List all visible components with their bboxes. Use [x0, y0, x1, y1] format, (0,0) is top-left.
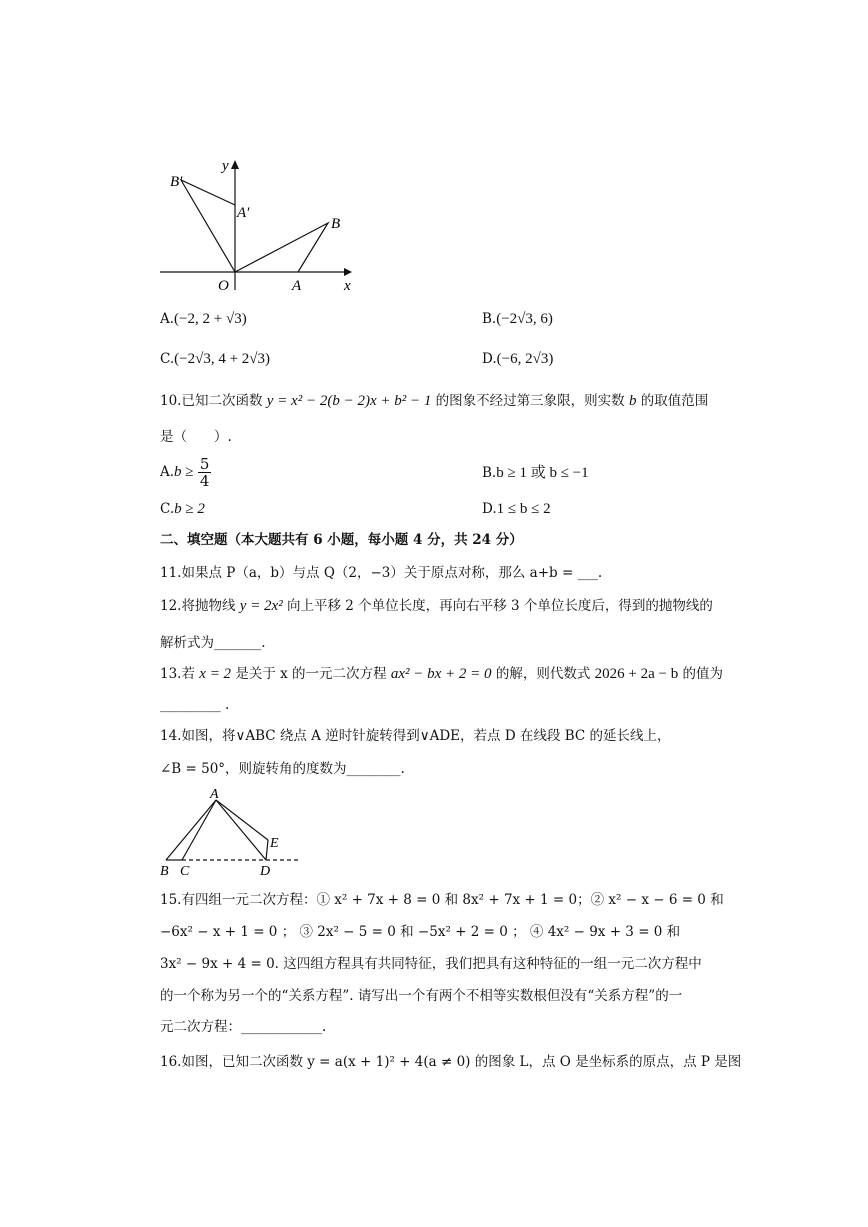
label-b-prime: B′: [170, 174, 183, 190]
q9-option-b: [482, 310, 553, 328]
q13-expr3: 2026 + 2a − b: [594, 666, 679, 682]
fraction: [198, 456, 212, 489]
q15-line5: 元二次方程：____________.: [160, 1019, 327, 1035]
q13-mid: 是关于 x 的一元二次方程: [235, 666, 387, 682]
q10-var: b: [628, 393, 637, 409]
q10-option-d: [482, 500, 551, 518]
option-letter: B.: [482, 311, 497, 327]
option-expr: b ≥: [174, 464, 194, 480]
numerator: 5: [199, 455, 210, 473]
q13-expr1: x = 2: [199, 666, 232, 682]
label-a-prime: A′: [237, 205, 250, 221]
triangle-rotation-figure: [155, 782, 305, 877]
option-letter: D.: [482, 351, 497, 367]
option-expr: 1 ≤ b ≤ 2: [496, 501, 551, 517]
denominator: 4: [199, 472, 210, 490]
q10-post2: 的取值范围: [640, 393, 709, 409]
segment-ac: [182, 800, 216, 860]
label-a: A: [210, 787, 219, 802]
q10-option-b: [482, 464, 589, 482]
q9-option-c: [160, 350, 270, 368]
label-o: O: [218, 278, 229, 294]
q10-stem: [160, 392, 708, 410]
q13-pre: 13.若: [160, 666, 195, 682]
option-letter: A.: [160, 311, 175, 327]
q12-post: 向上平移 2 个单位长度，再向右平移 3 个单位长度后，得到的抛物线的: [287, 598, 713, 614]
option-expr: b ≥ 1 或 b ≤ −1: [496, 465, 589, 481]
y-axis-arrow: [231, 160, 239, 169]
option-letter: D.: [482, 501, 497, 517]
triangle-oab: [235, 223, 328, 272]
label-b: B: [160, 864, 169, 877]
label-b: B: [331, 216, 341, 232]
q13-expr2: ax² − bx + 2 = 0: [390, 666, 492, 682]
label-x: x: [344, 278, 351, 294]
q13-post: 的值为: [682, 666, 724, 682]
option-expr: (−6, 2√3): [496, 351, 554, 367]
q10-option-c: [160, 500, 205, 518]
label-a: A: [292, 278, 302, 294]
q10-expr: y = x² − 2(b − 2)x + b² − 1: [266, 393, 432, 409]
triangle-oa-b: [181, 180, 235, 272]
option-letter: A.: [160, 464, 175, 480]
q15-line4: 的一个称为另一个的“关系方程”. 请写出一个有两个不相等实数根但没有“关系方程”的一: [160, 988, 683, 1004]
q12-expr: y = 2x²: [239, 598, 283, 614]
option-expr: (−2√3, 4 + 2√3): [174, 351, 271, 367]
q12-line2: 解析式为_______.: [160, 635, 266, 651]
segment-de: [266, 840, 268, 860]
segment-ab: [166, 800, 216, 860]
q13-line2: _________ .: [160, 697, 230, 713]
q15-line3: 3x² − 9x + 4 = 0. 这四组方程具有共同特征，我们把具有这种特征的一组一元二次方程中: [160, 956, 702, 972]
q13-mid2: 的解，则代数式: [495, 666, 591, 682]
q9-option-a: [160, 310, 247, 328]
q9-option-d: [482, 350, 553, 368]
option-expr: (−2, 2 + √3): [174, 311, 247, 327]
q15-line2: −6x² − x + 1 = 0 ； ③ 2x² − 5 = 0 和 −5x² + 2 = 0 ； ④ 4x² − 9x + 3 = 0 和: [160, 924, 681, 940]
segment-ad: [216, 800, 266, 860]
q12-line1: [160, 597, 713, 615]
label-d: D: [260, 864, 271, 877]
option-letter: C.: [160, 501, 175, 517]
rotation-figure: [150, 150, 370, 300]
q11: 11.如果点 P（a，b）与点 Q（2，−3）关于原点对称，那么 a+b = ___.: [160, 565, 603, 581]
q10-stem-line2: 是（ ）.: [160, 429, 232, 445]
option-expr: b ≥ 2: [174, 501, 205, 517]
q10-post: 的图象不经过第三象限，则实数: [435, 393, 625, 409]
q13-line1: [160, 665, 723, 683]
q16-line1: 16.如图，已知二次函数 y = a(x + 1)² + 4(a ≠ 0) 的图象 L，点 O 是坐标系的原点，点 P 是图: [160, 1054, 742, 1070]
label-e: E: [270, 836, 279, 851]
segment-ae: [216, 800, 268, 840]
label-c: C: [180, 864, 190, 877]
q14-line1: 14.如图，将∨ABC 绕点 A 逆时针旋转得到∨ADE，若点 D 在线段 BC 的延长线上，: [160, 728, 671, 744]
option-letter: C.: [160, 351, 175, 367]
option-letter: B.: [482, 465, 497, 481]
q14-line2: ∠B = 50°，则旋转角的度数为________.: [160, 761, 405, 777]
section-heading: 二、填空题（本大题共有 6 小题，每小题 4 分，共 24 分）: [160, 532, 523, 548]
q10-option-a: [160, 456, 211, 489]
q15-line1: 15.有四组一元二次方程：① x² + 7x + 8 = 0 和 8x² + 7x + 1 = 0；② x² − x − 6 = 0 和: [160, 892, 724, 908]
label-y: y: [222, 158, 229, 174]
option-expr: (−2√3, 6): [496, 311, 553, 327]
q12-pre: 12.将抛物线: [160, 598, 236, 614]
q10-pre: 10.已知二次函数: [160, 393, 263, 409]
x-axis-arrow: [344, 268, 352, 276]
